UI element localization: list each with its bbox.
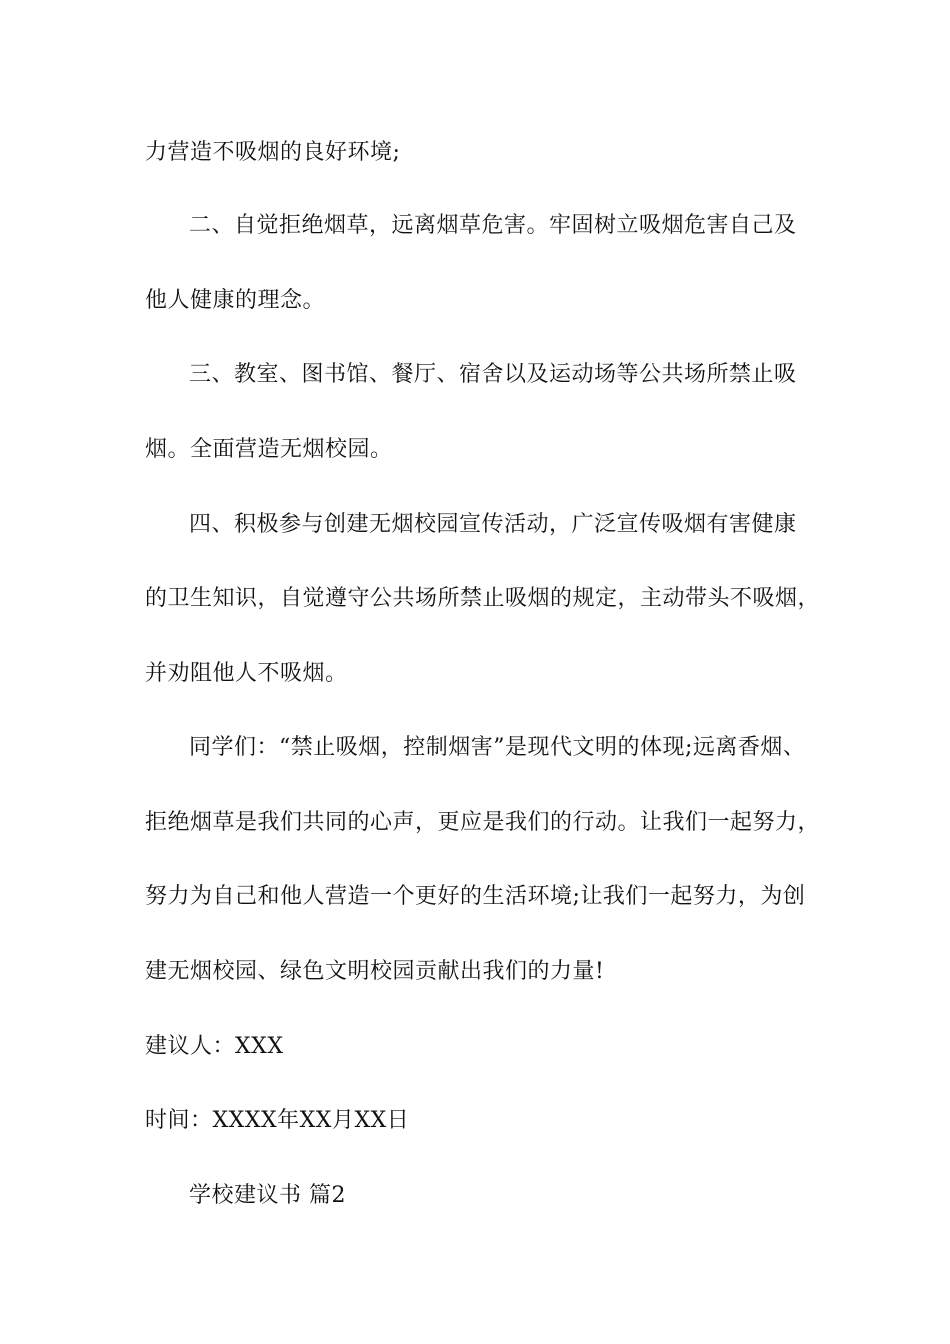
paragraph-5-line-2: 拒绝烟草是我们共同的心声，更应是我们的行动。让我们一起努力， <box>145 810 821 835</box>
section-heading: 学校建议书 篇2 <box>189 1183 346 1208</box>
paragraph-2-line-1: 二、自觉拒绝烟草，远离烟草危害。牢固树立吸烟危害自己及 <box>189 213 797 238</box>
paragraph-4-line-1: 四、积极参与创建无烟校园宣传活动，广泛宣传吸烟有害健康 <box>189 512 797 537</box>
paragraph-5-line-4: 建无烟校园、绿色文明校园贡献出我们的力量! <box>145 959 605 984</box>
paragraph-2-line-2: 他人健康的理念。 <box>145 288 326 313</box>
paragraph-4-line-3: 并劝阻他人不吸烟。 <box>145 661 348 686</box>
paragraph-3-line-2: 烟。全面营造无烟校园。 <box>145 437 393 462</box>
paragraph-5-line-3: 努力为自己和他人营造一个更好的生活环境;让我们一起努力，为创 <box>145 884 806 909</box>
paragraph-1-tail: 力营造不吸烟的良好环境; <box>145 140 401 165</box>
date-line: 时间：XXXX年XX月XX日 <box>145 1108 410 1133</box>
proposer-line: 建议人：XXX <box>145 1034 284 1059</box>
paragraph-3-line-1: 三、教室、图书馆、餐厅、宿舍以及运动场等公共场所禁止吸 <box>189 362 797 387</box>
paragraph-4-line-2: 的卫生知识，自觉遵守公共场所禁止吸烟的规定，主动带头不吸烟， <box>145 586 821 611</box>
paragraph-5-line-1: 同学们：“禁止吸烟，控制烟害”是现代文明的体现;远离香烟、 <box>189 735 806 760</box>
